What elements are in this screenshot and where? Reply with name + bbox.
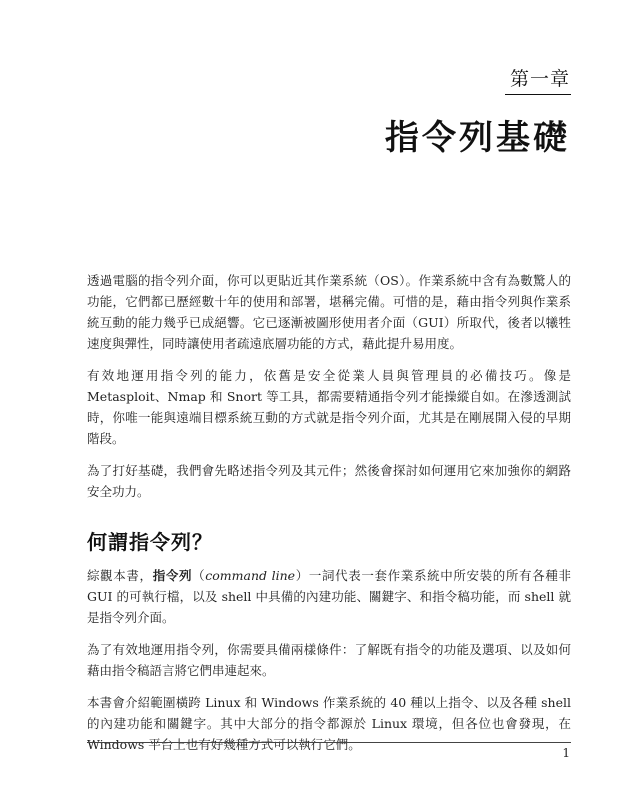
- chapter-label: 第一章: [509, 68, 570, 90]
- chapter-title: 指令列基礎: [385, 118, 570, 158]
- intro-paragraph-3: 為了打好基礎，我們會先略述指令列及其元件；然後會探討如何運用它來加強你的網路安全功力。: [87, 463, 571, 499]
- section-paragraph-1: [87, 565, 571, 628]
- paragraph-text: 一詞代表一套作業系統中所安裝的所有各種非 GUI 的可執行檔，以及 shell 中具備的內建功能、關鍵字、和指令稿功能，而 shell 就是指令列介面。: [87, 568, 571, 625]
- section-paragraph-3: 本書會介紹範圍橫跨 Linux 和 Windows 作業系統的 40 種以上指令、以及各種 shell 的內建功能和關鍵字。其中大部分的指令都源於 Linux 環境，但各位也會發現，在 Windows 平台上也有好幾種方式可以執行它們。: [87, 695, 571, 752]
- footer-divider: [87, 742, 571, 743]
- defined-term-english: command line: [205, 568, 296, 583]
- paren-open: （: [192, 568, 206, 583]
- defined-term: 指令列: [152, 568, 193, 583]
- section-paragraph-2: 為了有效地運用指令列，你需要具備兩樣條件：了解既有指令的功能及選項、以及如何藉由指令稿語言將它們串連起來。: [87, 642, 571, 678]
- page-body: [87, 270, 571, 766]
- paren-close: ）: [295, 568, 309, 583]
- chapter-divider: [505, 94, 571, 95]
- section-heading: 何謂指令列？: [87, 530, 213, 554]
- intro-paragraph-1: 透過電腦的指令列介面，你可以更貼近其作業系統（OS）。作業系統中含有為數驚人的功能，它們都已歷經數十年的使用和部署，堪稱完備。可惜的是，藉由指令列與作業系統互動的能力幾乎已成絕響。它已逐漸被圖形使用者介面（GUI）所取代，後者以犧牲速度與彈性，同時讓使用者疏遠底層功能的方式，藉此提升易用度。: [87, 273, 571, 351]
- paragraph-text: 綜觀本書，: [87, 568, 153, 583]
- intro-paragraph-2: 有效地運用指令列的能力，依舊是安全從業人員與管理員的必備技巧。像是 Metasploit、Nmap 和 Snort 等工具，都需要精通指令列才能操縱自如。在滲透測試時，你唯一能與遠端目標系統互動的方式就是指令列介面，尤其是在剛展開入侵的早期階段。: [87, 368, 571, 446]
- page-number: 1: [562, 746, 570, 760]
